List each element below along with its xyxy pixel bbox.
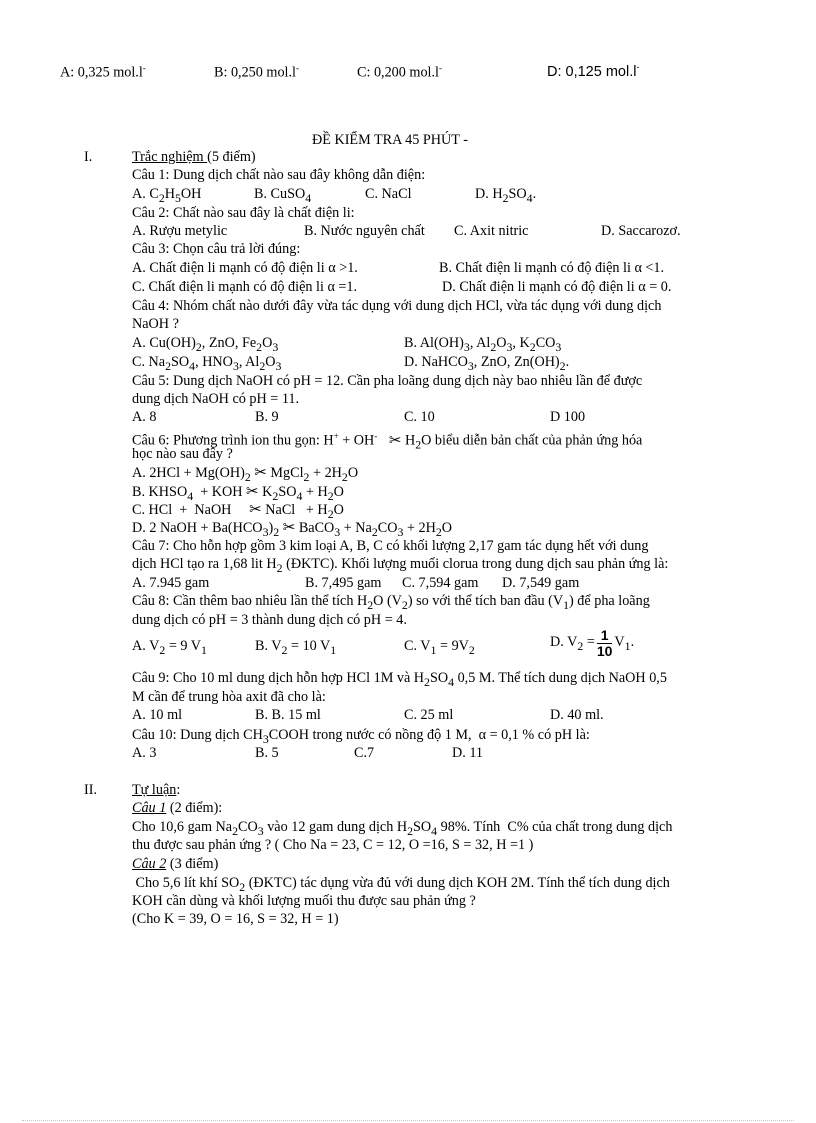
section-1-number: I. <box>84 149 93 165</box>
option-b: B. $V_2 = 10$ $V_1$ <box>255 638 337 657</box>
question-5-line1: Câu 5: Dung dịch NaOH có pH = 12. Cần pha loãng dung dịch này bao nhiêu lần để được <box>132 373 643 389</box>
question-3: Câu 3: Chọn câu trả lời đúng: <box>132 241 301 257</box>
option-c: C. Axit nitric <box>454 223 529 239</box>
question-10-options <box>132 744 484 763</box>
option-c: C. NaCl <box>365 186 412 202</box>
option-a: A. 7.945 gam <box>132 575 210 591</box>
essay-1-heading: Câu 1 (2 điểm): <box>132 800 223 816</box>
question-1: Câu 1: Dung dịch chất nào sau đây không dẫn điện: <box>132 167 426 183</box>
option-b: B. 9 <box>255 409 279 425</box>
option-c: C. $V_1 = 9V_2$ <box>404 638 475 657</box>
option-d: D. 11 <box>452 745 484 761</box>
question-4-option-b: B. $Al(OH)_3$, $Al_2O_3$, $K_2CO_3$ <box>404 335 562 354</box>
question-2: Câu 2: Chất nào sau đây là chất điện li: <box>132 205 355 221</box>
page-divider <box>22 1120 794 1121</box>
answer-c: C: 0,200 mol.l- <box>357 63 442 81</box>
question-5-line2: dung dịch NaOH có pH = 11. <box>132 391 300 407</box>
option-a: A. $C_2H_5OH$ <box>132 186 202 205</box>
option-c: C. 7,594 gam <box>402 575 479 591</box>
answer-a: A: 0,325 mol.l- <box>60 63 146 81</box>
question-7-line2: dịch HCl tạo ra 1,68 lit $H_2$ (ĐKTC). Khối lượng muối clorua trong dung dịch sau phản ứng là: <box>132 556 669 575</box>
essay-2-line2: KOH cần dùng và khối lượng muối thu được sau phản ứng ? <box>132 893 476 909</box>
question-2-options <box>132 222 681 241</box>
arrow-icon: ✂ <box>249 500 262 518</box>
option-b: B. CuSO$_4$ <box>254 186 312 205</box>
essay-1-line2: thu được sau phản ứng ? ( Cho Na = 23, C = 12, O =16, S = 32, H =1 ) <box>132 837 534 853</box>
question-6-line1: Câu 6: Phương trình ion thu gọn: H+ + OH- ✂ $H_2O$ biểu diễn bản chất của phản ứng hóa <box>132 430 643 452</box>
question-3-option-c: C. Chất điện li mạnh có độ điện li α =1. <box>132 279 358 295</box>
option-d: D. $H_2SO_4$. <box>475 186 537 205</box>
question-9-line1: Câu 9: Cho 10 ml dung dịch hỗn hợp HCl 1M và $H_2SO_4$ 0,5 M. Thể tích dung dịch NaOH 0,5 <box>132 670 667 689</box>
section-2-heading: Tự luận: <box>132 782 181 798</box>
essay-2-line3: (Cho K = 39, O = 16, S = 32, H = 1) <box>132 911 339 927</box>
question-6-option-d: D. 2 NaOH + $Ba(HCO_3)_2$ ✂ BaCO$_3$ + $Na_2CO_3 + 2H_2O$ <box>132 518 453 539</box>
question-8-line2: dung dịch có pH = 3 thành dung dịch có pH = 4. <box>132 612 407 628</box>
option-d: D 100 <box>550 409 586 425</box>
question-8-option-d: D. $V_2$ = $\frac{1}{10}$ $V_1$. <box>550 627 635 659</box>
option-a: A. 10 ml <box>132 707 183 723</box>
question-4-line2: NaOH ? <box>132 316 179 332</box>
arrow-icon: ✂ <box>282 518 296 536</box>
question-3-option-d: D. Chất điện li mạnh có độ điện li α = 0. <box>442 279 672 295</box>
question-10: Câu 10: Dung dịch $CH_3COOH$ trong nước có nồng độ 1 M, α = 0,1 % có pH là: <box>132 727 590 746</box>
option-a: A. $V_2 = 9$ $V_1$ <box>132 638 207 657</box>
question-9-options <box>132 706 604 725</box>
question-5-options <box>132 408 586 427</box>
option-a: A. Rượu metylic <box>132 223 228 239</box>
page-title: ĐỀ KIỂM TRA 45 PHÚT - <box>312 132 468 148</box>
option-b: B. 7,495 gam <box>305 575 382 591</box>
question-8-line1: Câu 8: Cần thêm bao nhiêu lần thể tích $H_2O$ $(V_2)$ so với thể tích ban đầu $(V_1)$ để pha loãng <box>132 593 650 612</box>
option-b: B. Nước nguyên chất <box>304 223 425 239</box>
question-7-line1: Câu 7: Cho hỗn hợp gồm 3 kim loại A, B, C có khối lượng 2,17 gam tác dụng hết với dung <box>132 538 649 554</box>
option-a: A. 8 <box>132 409 157 425</box>
question-6-option-b: B. $KHSO_4$ + KOH ✂ $K_2SO_4 + H_2O$ <box>132 482 344 503</box>
section-1-heading: Trắc nghiệm (5 điểm) <box>132 149 256 165</box>
question-9-line2: M cần để trung hòa axit đã cho là: <box>132 689 326 705</box>
question-3-option-b: B. Chất điện li mạnh có độ điện li α <1. <box>439 260 665 276</box>
question-7-options <box>132 574 580 593</box>
option-c: C. 25 ml <box>404 707 454 723</box>
option-a: A. 3 <box>132 745 157 761</box>
arrow-icon: ✂ <box>254 463 267 481</box>
option-b: B. 5 <box>255 745 279 761</box>
section-2-number: II. <box>84 782 97 798</box>
arrow-icon: ✂ <box>246 482 259 500</box>
question-4-option-d: D. NaHCO$_3$, ZnO, $Zn(OH)_2$. <box>404 354 570 373</box>
option-d: D. Saccarozơ. <box>601 223 681 239</box>
question-4-option-c: C. $Na_2SO_4$, $HNO_3$, $Al_2O_3$ <box>132 354 282 373</box>
option-b: B. B. 15 ml <box>255 707 321 723</box>
arrow-icon: ✂ <box>388 430 402 449</box>
option-d: D. 40 ml. <box>550 707 604 723</box>
question-6-option-c: C. HCl + NaOH ✂ NaCl + $H_2O$ <box>132 500 344 521</box>
answer-b: B: 0,250 mol.l- <box>214 63 299 81</box>
question-8-options <box>132 637 475 659</box>
question-3-option-a: A. Chất điện li mạnh có độ điện li α >1. <box>132 260 358 276</box>
essay-2-heading: Câu 2 (3 điểm) <box>132 856 219 872</box>
essay-2-line1: Cho 5,6 lít khí $SO_2$ (ĐKTC) tác dụng vừa đủ với dung dịch KOH 2M. Tính thể tích dung dịch <box>132 875 670 894</box>
question-4-option-a: A. $Cu(OH)_2$, ZnO, $Fe_2O_3$ <box>132 335 279 354</box>
question-6-line2: học nào sau đây ? <box>132 446 233 462</box>
question-6-option-a: A. $2HCl + Mg(OH)_2$ ✂ MgCl$_2$ + $2H_2O$ <box>132 463 359 484</box>
option-c: C. 10 <box>404 409 435 425</box>
essay-1-line1: Cho 10,6 gam $Na_2CO_3$ vào 12 gam dung dịch $H_2SO_4$ 98%. Tính C% của chất trong dung dịch <box>132 819 673 838</box>
option-d: D. 7,549 gam <box>502 575 580 591</box>
option-c: C.7 <box>354 745 375 761</box>
answer-d: D: 0,125 mol.l- <box>547 62 640 80</box>
question-4-line1: Câu 4: Nhóm chất nào dưới đây vừa tác dụng với dung dịch HCl, vừa tác dụng với dung dịch <box>132 298 662 314</box>
